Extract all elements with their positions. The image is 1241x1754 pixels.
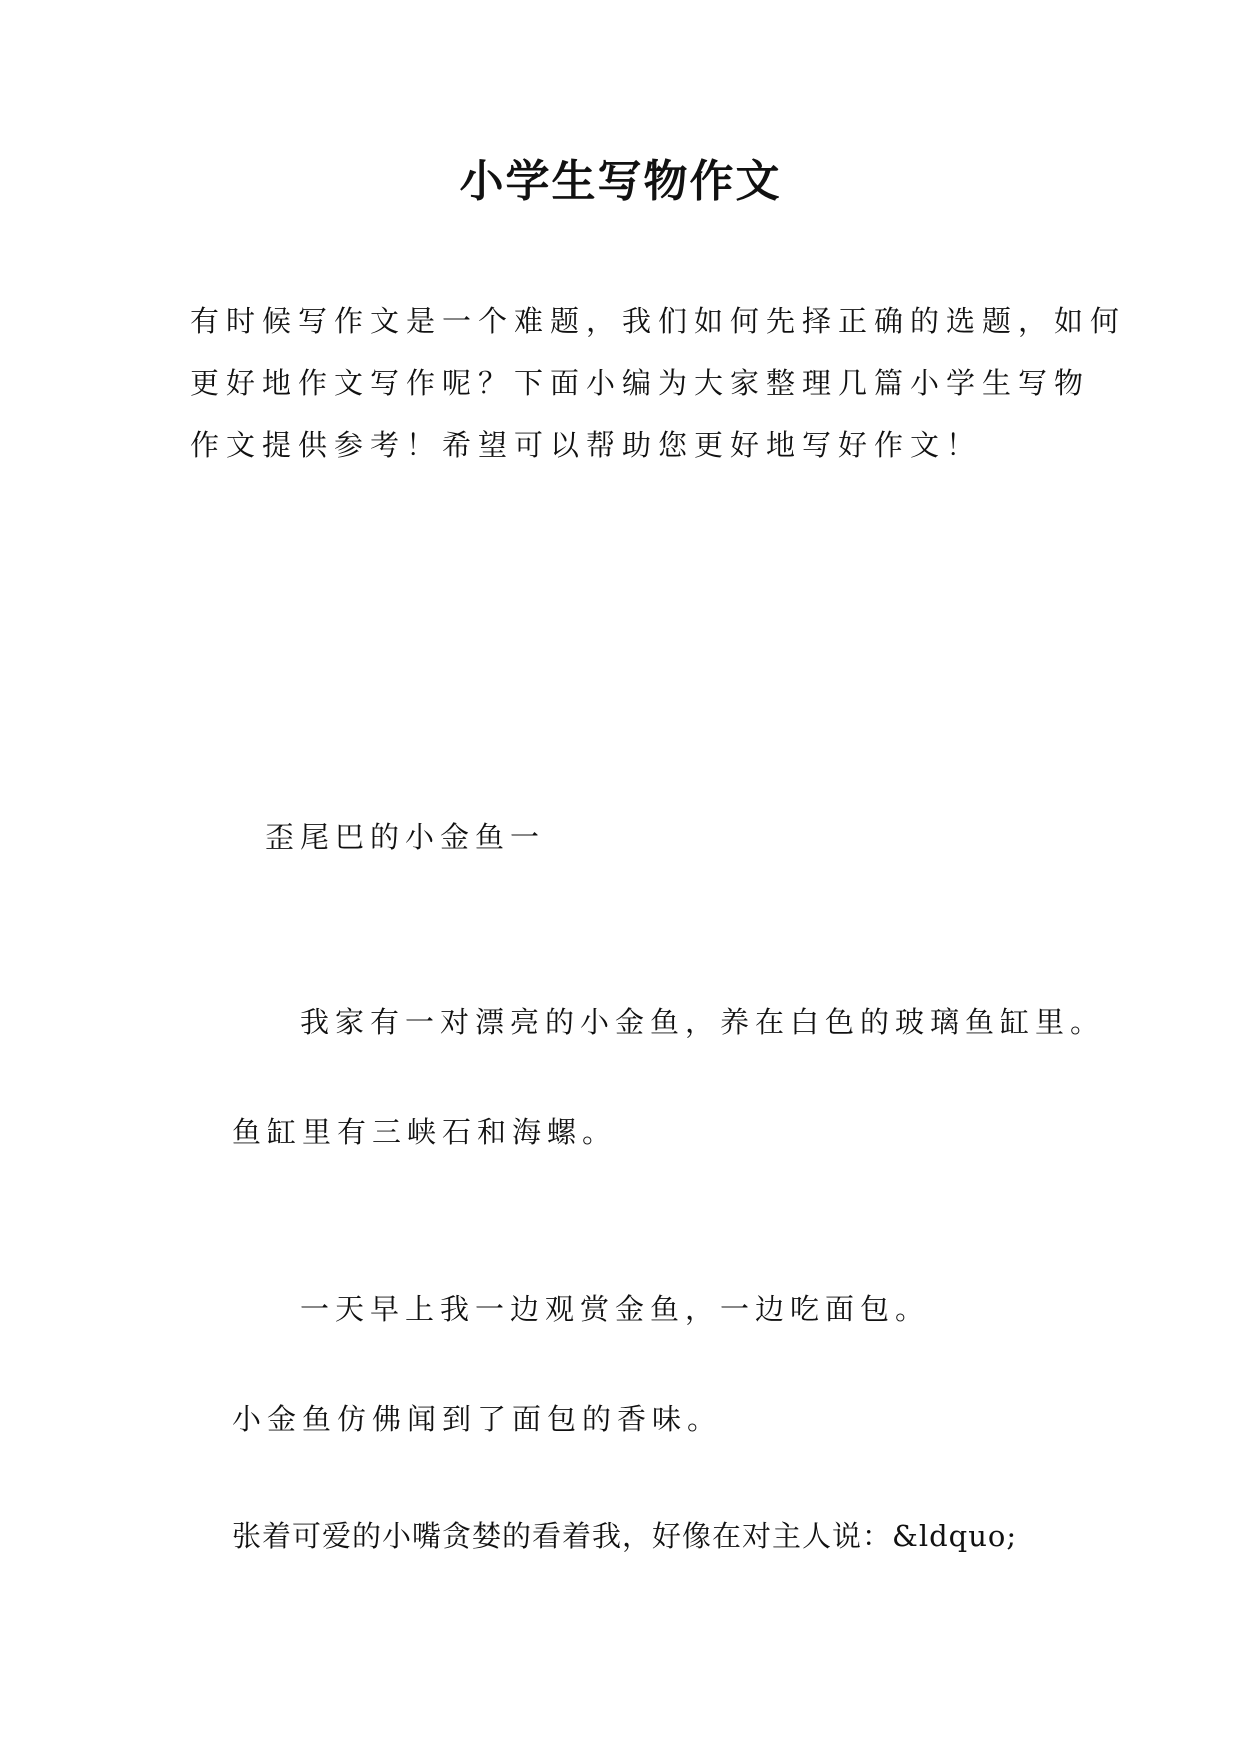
document-title: 小学生写物作文	[459, 156, 782, 207]
intro-line: 有时候写作文是一个难题，我们如何先择正确的选题，如何	[190, 304, 1127, 338]
intro-line: 作文提供参考！希望可以帮助您更好地写好作文！	[190, 428, 983, 462]
body-line: 我家有一对漂亮的小金鱼，养在白色的玻璃鱼缸里。	[300, 1005, 1106, 1039]
body-line: 小金鱼仿佛闻到了面包的香味。	[232, 1402, 723, 1436]
body-line: 一天早上我一边观赏金鱼，一边吃面包。	[300, 1292, 931, 1326]
intro-paragraph	[190, 290, 1127, 476]
body-line: 张着可爱的小嘴贪婪的看着我，好像在对主人说：&ldquo;	[232, 1519, 1018, 1553]
section-heading: 歪尾巴的小金鱼一	[265, 820, 546, 854]
intro-line: 更好地作文写作呢？下面小编为大家整理几篇小学生写物	[190, 366, 1091, 400]
body-line: 鱼缸里有三峡石和海螺。	[232, 1115, 618, 1149]
